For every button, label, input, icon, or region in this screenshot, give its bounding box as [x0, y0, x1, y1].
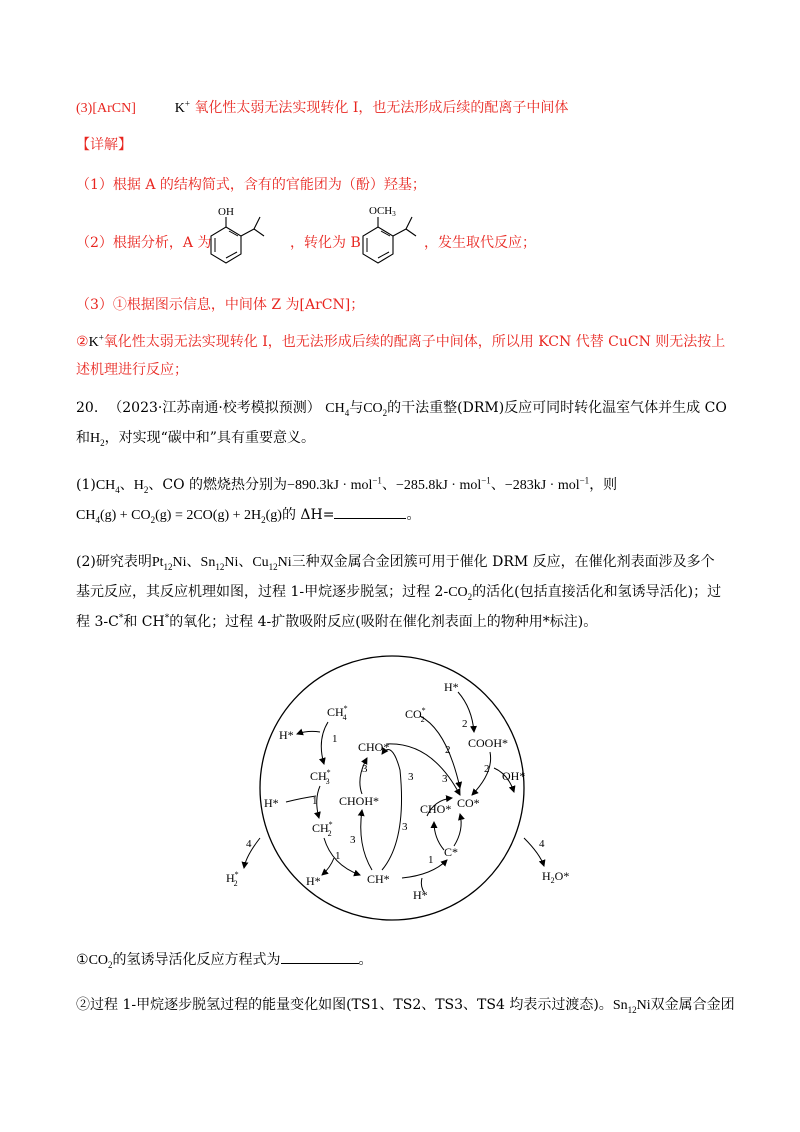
svg-text:OH: OH — [218, 206, 234, 218]
answer-3-line — [76, 98, 568, 119]
catalyst-cluster-circle — [260, 656, 524, 920]
species-choh: CHOH* — [339, 794, 380, 808]
q20-2-line-1: (2)研究表明$Pt_{12}Ni$、$Sn_{12}Ni$、$Cu_{12}Ni$三种双金属合金团簇可用于催化 DRM 反应，在催化剂表面涉及多个 — [76, 554, 715, 572]
detail-3: （3）①根据图示信息，中间体 Z 为[ArCN]； — [76, 297, 365, 313]
answer-3-label: (3)[ArCN] — [76, 101, 136, 116]
answer-3-text: 氧化性太弱无法实现转化 I，也无法形成后续的配离子中间体 — [194, 100, 569, 116]
detail-2-b: ，转化为 B — [290, 235, 361, 251]
reaction-equation: $CH_4(g) + CO_2(g) = 2CO(g) + 2H_2(g)$ — [76, 508, 282, 525]
species-c: C* — [444, 845, 459, 859]
q20-2-line-3: 程 3-C*和 CH*的氧化；过程 4-扩散吸附反应(吸附在催化剂表面上的物种用*标注)。 — [76, 613, 598, 630]
species-ch2: CH* 2 — [312, 820, 333, 838]
q-circle-2: ②过程 1-甲烷逐步脱氢过程的能量变化如图(TS1、TS2、TS3、TS4 均表示过渡态)。$Sn_{12}Ni$双金属合金团 — [76, 997, 735, 1015]
answer-blank-dh[interactable] — [334, 518, 406, 519]
species-ch3: CH* 3 — [310, 768, 331, 786]
species-h-1: H* — [279, 728, 294, 742]
step-label-3d: 3 — [402, 821, 408, 833]
detail-4-line-2: 述机理进行反应； — [76, 362, 188, 378]
q20-1-line-2: $CH_4(g) + CO_2(g) = 2CO(g) + 2H_2(g)$的 ΔH= 。 — [76, 507, 421, 525]
species-h-4: H* — [413, 888, 428, 902]
species-h-2: H* — [264, 796, 279, 810]
detail-2-a: （2）根据分析，A 为 — [76, 235, 212, 251]
q20-2-line-2: 基元反应，其反应机理如图，过程 1-甲烷逐步脱氢；过程 $2-CO_2$的活化(包括直接活化和氢诱导活化)；过 — [76, 584, 722, 602]
species-h2o: $H_2O*$ — [542, 869, 570, 885]
species-ch4: CH* 4 — [327, 704, 348, 722]
species-co2: CO* 2 — [405, 706, 426, 724]
potassium-symbol: K+ — [174, 98, 190, 116]
q20-line-2: 和$H_2$，对实现“碳中和”具有重要意义。 — [76, 430, 315, 448]
q-circle-1: $①CO_2$的氢诱导活化反应方程式为 。 — [76, 952, 373, 970]
step-label-1c: 1 — [335, 850, 341, 862]
q20-line-1: 20. （2023·江苏南通·校考模拟预测） $CH_4$与$CO_2$的干法重整(DRM)反应可同时转化温室气体并生成 CO — [76, 400, 727, 418]
step-label-3a: 3 — [362, 763, 368, 775]
step-label-1a: 1 — [332, 733, 338, 745]
step-label-4a: 4 — [246, 838, 252, 850]
detail-2-c: ，发生取代反应； — [424, 235, 536, 251]
species-cooh: COOH* — [468, 736, 509, 750]
step-label-2b: 2 — [445, 744, 451, 756]
mechanism-diagram — [222, 670, 570, 920]
step-label-2a: 2 — [462, 718, 468, 730]
q20-1-line-1: $(1)CH_4$、$H_2$、CO 的燃烧热分别为−890.3kJ · mol$^{-1}$、−285.8kJ · mol$^{-1}$、−283kJ · mol$^{-1}$，则 — [76, 475, 618, 495]
step-label-1d: 1 — [428, 854, 434, 866]
species-co: CO* — [457, 796, 480, 810]
species-cho: CHO* — [358, 740, 390, 754]
detail-heading: 【详解】 — [76, 137, 132, 153]
species-ch: CH* — [367, 872, 390, 886]
step-label-3b: 3 — [408, 771, 414, 783]
species-h2: H* 2 — [226, 870, 239, 888]
species-h-top: H* — [444, 680, 459, 694]
step-label-3e: 3 — [442, 773, 448, 785]
structure-a-2-isopropylphenol — [196, 203, 286, 273]
detail-1: （1）根据 A 的结构简式，含有的官能团为（酚）羟基； — [76, 177, 426, 193]
detail-4-line-1: ②K+氧化性太弱无法实现转化 I，也无法形成后续的配离子中间体，所以用 KCN 代替 CuCN 则无法按上 — [76, 332, 726, 350]
species-h-3: H* — [306, 874, 321, 888]
species-cho-2: CHO* — [420, 802, 452, 816]
potassium-symbol-2: K+ — [88, 332, 104, 350]
step-label-3c: 3 — [350, 834, 356, 846]
step-label-4b: 4 — [539, 838, 545, 850]
step-label-1b: 1 — [312, 795, 318, 807]
species-oh: OH* — [502, 769, 526, 783]
answer-blank-co2[interactable] — [281, 963, 359, 964]
step-label-2c: 2 — [484, 763, 490, 775]
svg-text:OCH3: OCH3 — [369, 205, 396, 218]
